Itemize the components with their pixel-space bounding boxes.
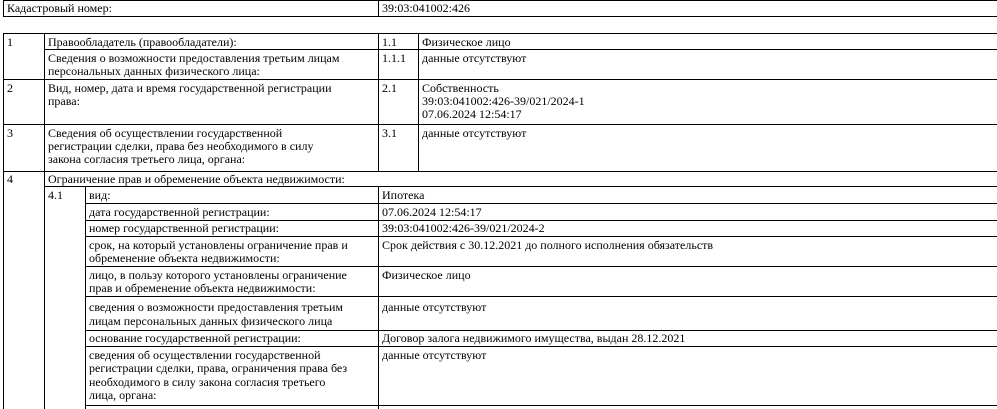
section-3-1-number: 3.1: [382, 126, 397, 140]
rule: [3, 0, 997, 1]
encumbrance-beneficiary-label-line2: прав и обременение объекта недвижимости:: [89, 281, 316, 295]
encumbrance-term-value: Срок действия с 30.12.2021 до полного исполнения обязательств: [382, 238, 714, 252]
section-2-label-line2: права:: [48, 94, 80, 108]
encumbrance-reg-number-label: номер государственной регистрации:: [89, 221, 279, 235]
rule: [378, 33, 379, 171]
rule: [3, 33, 4, 409]
rule: [44, 49, 997, 50]
encumbrance-beneficiary-value: Физическое лицо: [382, 268, 471, 282]
section-2-1-number: 2.1: [382, 81, 397, 95]
section-1-1-number: 1.1: [382, 35, 397, 49]
encumbrance-consent-label-line1: сведения об осуществлении государственной: [89, 348, 321, 362]
section-1-privacy-label-line1: Сведения о возможности предоставления третьим лицам: [48, 51, 340, 65]
section-3-label-line3: закона согласия третьего лица, органа:: [48, 152, 246, 166]
section-4-1-number: 4.1: [48, 188, 63, 202]
encumbrance-reg-date-label: дата государственной регистрации:: [89, 205, 270, 219]
section-2-label-line1: Вид, номер, дата и время государственной регистрации: [48, 81, 332, 95]
rule: [44, 33, 45, 409]
section-2-number: 2: [7, 81, 13, 95]
cadastral-number-label: Кадастровый номер:: [7, 1, 112, 15]
encumbrance-privacy-label-line1: сведения о возможности предоставления третьим: [89, 300, 344, 314]
rule: [378, 0, 379, 17]
cadastral-number-value: 39:03:041002:426: [382, 1, 471, 15]
section-1-1-1-number: 1.1.1: [382, 51, 406, 65]
section-3-label-line1: Сведения об осуществлении государственной: [48, 126, 283, 140]
encumbrance-reg-number-value: 39:03:041002:426-39/021/2024-2: [382, 221, 545, 235]
section-2-1-value-line1: Собственность: [422, 81, 499, 95]
rule: [85, 346, 997, 347]
rule: [3, 0, 4, 17]
encumbrance-privacy-label-line2: лицам персональных данных физического лица: [89, 314, 333, 328]
encumbrance-beneficiary-label-line1: лицо, в пользу которого установлены ограничение: [89, 268, 347, 282]
encumbrance-term-label-line2: обременение объекта недвижимости:: [89, 251, 280, 265]
section-3-number: 3: [7, 126, 13, 140]
encumbrance-term-label-line1: срок, на который установлены ограничение прав и: [89, 238, 348, 252]
section-3-label-line2: регистрации сделки, права без необходимого в силу: [48, 139, 314, 153]
rule: [85, 236, 997, 237]
rule: [44, 186, 997, 187]
section-4-number: 4: [7, 172, 13, 186]
section-2-1-value-line2: 39:03:041002:426-39/021/2024-1: [422, 94, 585, 108]
section-1-number: 1: [7, 35, 13, 49]
encumbrance-kind-label: вид:: [89, 188, 111, 202]
section-3-1-value: данные отсутствуют: [422, 126, 527, 140]
rule: [85, 405, 997, 406]
rule: [3, 33, 997, 34]
rule: [85, 296, 997, 297]
rule: [3, 124, 997, 125]
section-4-label: Ограничение прав и обременение объекта недвижимости:: [48, 172, 345, 186]
section-1-label: Правообладатель (правообладатели):: [48, 35, 237, 49]
section-2-1-value-line3: 07.06.2024 12:54:17: [422, 107, 522, 121]
encumbrance-privacy-value: данные отсутствуют: [382, 300, 487, 314]
section-1-1-value: Физическое лицо: [422, 35, 511, 49]
rule: [85, 186, 86, 409]
encumbrance-reg-date-value: 07.06.2024 12:54:17: [382, 205, 482, 219]
encumbrance-consent-label-line2: регистрации сделки, права, ограничения права без: [89, 361, 348, 375]
section-1-1-1-value: данные отсутствуют: [422, 51, 527, 65]
section-1-privacy-label-line2: персональных данных физического лица:: [48, 64, 260, 78]
rule: [3, 79, 997, 80]
encumbrance-basis-value: Договор залога недвижимого имущества, выдан 28.12.2021: [382, 331, 686, 345]
encumbrance-consent-label-line3: необходимого в силу закона согласия третьего: [89, 375, 326, 389]
rule: [3, 16, 997, 17]
encumbrance-kind-value: Ипотека: [382, 188, 425, 202]
rule: [378, 186, 379, 409]
rule: [85, 266, 997, 267]
encumbrance-consent-value: данные отсутствуют: [382, 348, 487, 362]
encumbrance-basis-label: основание государственной регистрации:: [89, 331, 301, 345]
rule: [418, 33, 419, 171]
rule: [85, 203, 997, 204]
encumbrance-consent-label-line4: лица, органа:: [89, 388, 157, 402]
